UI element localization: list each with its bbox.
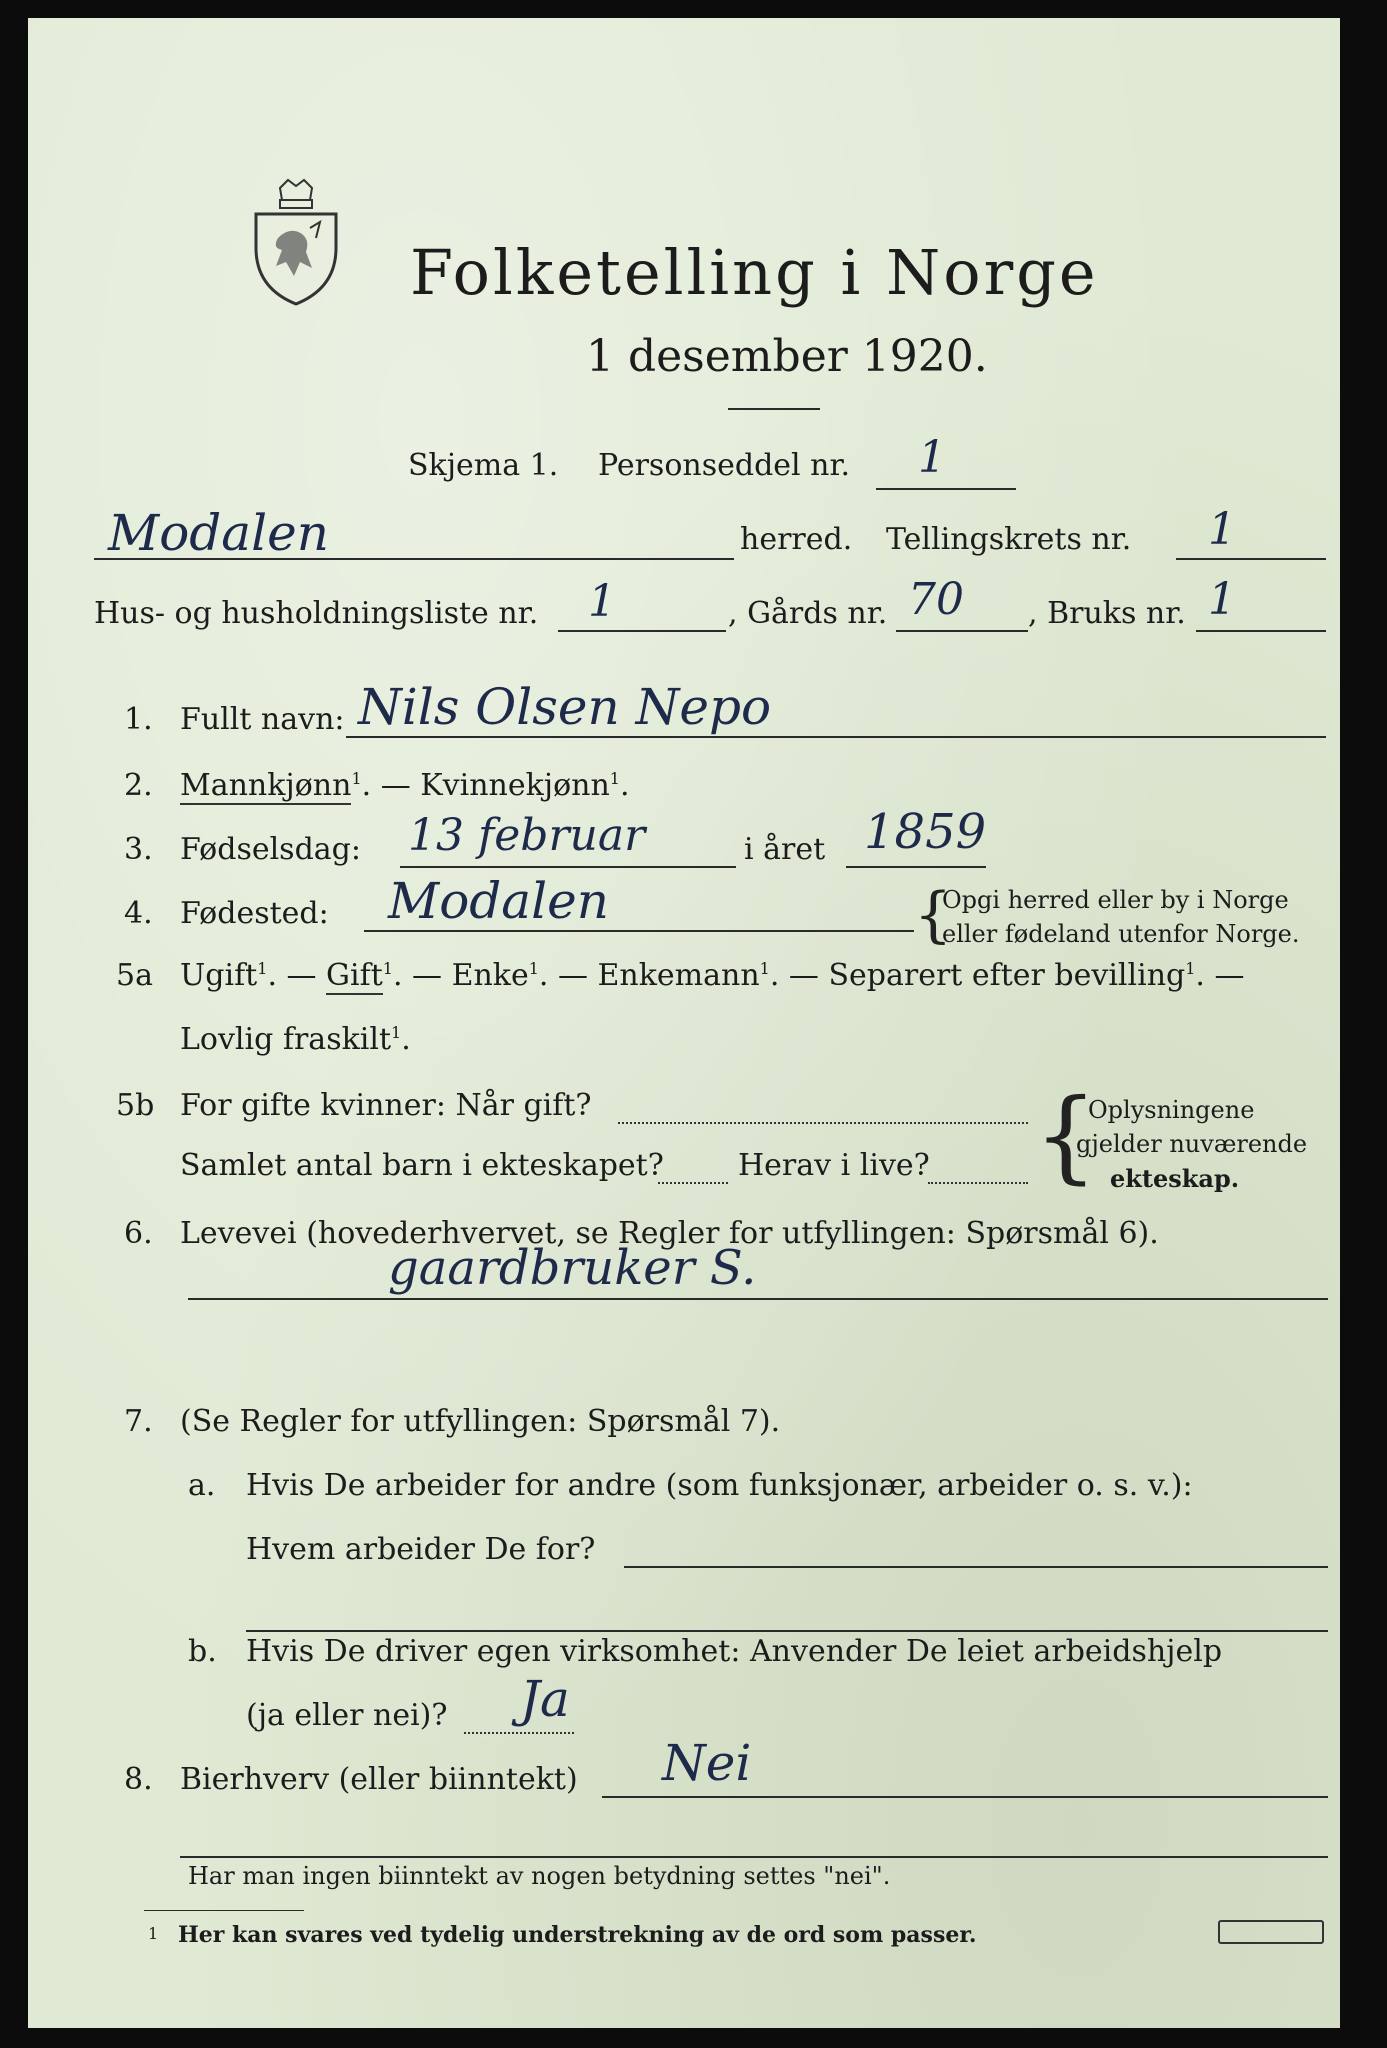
footnote-ref: 1: [528, 959, 539, 978]
footer-note: Har man ingen biinntekt av nogen betydning settes "nei".: [188, 1862, 891, 1890]
gards-line: [896, 630, 1028, 632]
birthplace-value[interactable]: Modalen: [388, 872, 609, 930]
separator: . —: [361, 768, 421, 803]
q8-label: Bierhverv (eller biinntekt): [180, 1762, 578, 1797]
husholdning-label: Hus- og husholdningsliste nr.: [94, 596, 539, 631]
census-form: [28, 18, 1340, 2028]
tellingskrets-value[interactable]: 1: [1208, 504, 1236, 555]
bruks-label: , Bruks nr.: [1028, 596, 1186, 631]
q1-line: [346, 736, 1326, 738]
birthday-value[interactable]: 13 februar: [408, 810, 646, 861]
q7b-label-1: Hvis De driver egen virksomhet: Anvender De leiet arbeidshjelp: [246, 1634, 1223, 1669]
children-alive-line[interactable]: [928, 1182, 1028, 1184]
footnote-mark: 1: [148, 1924, 159, 1943]
footnote-divider: [144, 1910, 304, 1911]
period: .: [619, 768, 630, 803]
q8-number: 8.: [124, 1762, 153, 1797]
employer-line[interactable]: [624, 1566, 1328, 1568]
status-fraskilt[interactable]: Lovlig fraskilt: [180, 1022, 392, 1057]
q5b-label-3: Herav i live?: [738, 1148, 930, 1183]
personseddel-line: [876, 488, 1016, 490]
printer-stamp: [1218, 1920, 1324, 1944]
q4-note-2: eller fødeland utenfor Norge.: [942, 920, 1300, 948]
q6-line: [188, 1298, 1328, 1300]
q5b-label-2: Samlet antal barn i ekteskapet?: [180, 1148, 664, 1183]
footnote-ref: 1: [391, 1023, 402, 1042]
full-name-value[interactable]: Nils Olsen Nepo: [358, 678, 772, 736]
divider: [728, 408, 820, 410]
brace: {: [1034, 1077, 1098, 1194]
year-label: i året: [744, 832, 826, 867]
q2-number: 2.: [124, 768, 153, 803]
q5b-note-1: Oplysningene: [1088, 1096, 1255, 1124]
q5b-note-3: ekteskap.: [1110, 1164, 1240, 1193]
q5b-number: 5b: [116, 1088, 155, 1123]
q4-number: 4.: [124, 896, 153, 931]
footnote-text: Her kan svares ved tydelig understrekning av de ord som passer.: [178, 1922, 977, 1948]
status-gift[interactable]: Gift: [326, 958, 383, 993]
gards-value[interactable]: 70: [908, 574, 964, 625]
footnote-ref: 1: [351, 769, 362, 788]
q4-label: Fødested:: [180, 896, 329, 931]
husholdning-value[interactable]: 1: [588, 576, 616, 627]
husholdning-line: [558, 630, 726, 632]
q8-line: [602, 1796, 1328, 1798]
hired-help-line: [464, 1732, 574, 1734]
footnote-ref: 1: [759, 959, 770, 978]
q1-label: Fullt navn:: [180, 702, 345, 737]
hired-help-value[interactable]: Ja: [520, 1670, 570, 1728]
tellingskrets-label: Tellingskrets nr.: [886, 522, 1132, 557]
q7-label: (Se Regler for utfyllingen: Spørsmål 7).: [180, 1404, 781, 1439]
q6-label: Levevei (hovederhvervet, se Regler for utfyllingen: Spørsmål 6).: [180, 1216, 1159, 1251]
bruks-value[interactable]: 1: [1208, 574, 1236, 625]
children-count-line[interactable]: [658, 1182, 728, 1184]
footnote-ref: 1: [257, 959, 268, 978]
status-enkemann[interactable]: Enkemann: [597, 958, 760, 993]
q7-number: 7.: [124, 1404, 153, 1439]
q4-note-1: Opgi herred eller by i Norge: [942, 886, 1289, 914]
birth-year-value[interactable]: 1859: [864, 804, 987, 860]
census-date: 1 desember 1920.: [586, 331, 988, 382]
q3-number: 3.: [124, 832, 153, 867]
brace: {: [914, 880, 953, 950]
personseddel-value[interactable]: 1: [918, 432, 946, 483]
status-ugift[interactable]: Ugift: [180, 958, 258, 993]
q7a-number: a.: [188, 1468, 216, 1503]
status-enke[interactable]: Enke: [451, 958, 529, 993]
bruks-line: [1196, 630, 1326, 632]
q8-line-2[interactable]: [180, 1856, 1328, 1858]
status-separert[interactable]: Separert efter bevilling: [828, 958, 1186, 993]
footnote-ref: 1: [1185, 959, 1196, 978]
footnote-ref: 1: [382, 959, 393, 978]
gender-female-option[interactable]: Kvinnekjønn: [420, 768, 610, 803]
herred-label: herred.: [740, 522, 853, 557]
coat-of-arms-icon: [250, 178, 342, 308]
q3-line: [400, 866, 736, 868]
gards-label: , Gårds nr.: [728, 596, 888, 631]
q5a-number: 5a: [116, 958, 153, 993]
schema-label: Skjema 1.: [408, 448, 559, 483]
status-fraskilt-row: Lovlig fraskilt$^1$.: [180, 1022, 411, 1057]
footnote-ref: 1: [609, 769, 620, 788]
married-when-line[interactable]: [618, 1122, 1028, 1124]
q6-number: 6.: [124, 1216, 153, 1251]
herred-value[interactable]: Modalen: [108, 504, 329, 562]
gender-options: [180, 768, 630, 803]
personseddel-label: Personseddel nr.: [598, 448, 851, 483]
employer-line-2[interactable]: [246, 1630, 1328, 1632]
side-income-value[interactable]: Nei: [662, 1734, 752, 1792]
occupation-value[interactable]: gaardbruker S.: [388, 1240, 757, 1296]
q5b-label-1: For gifte kvinner: Når gift?: [180, 1088, 592, 1123]
gender-male-option[interactable]: Mannkjønn: [180, 768, 352, 803]
marital-options: Ugift$^1$. — Gift$^1$. — Enke$^1$. — Enkemann$^1$. — Separert efter bevilling$^1$. —: [180, 958, 1245, 993]
form-title: Folketelling i Norge: [410, 236, 1099, 309]
q7a-label-1: Hvis De arbeider for andre (som funksjonær, arbeider o. s. v.):: [246, 1468, 1193, 1503]
year-line: [846, 866, 986, 868]
tellingskrets-line: [1176, 558, 1326, 560]
q7b-number: b.: [188, 1634, 217, 1669]
q1-number: 1.: [124, 702, 153, 737]
q7b-label-2: (ja eller nei)?: [246, 1698, 448, 1733]
q3-label: Fødselsdag:: [180, 832, 361, 867]
q5b-note-2: gjelder nuværende: [1076, 1130, 1308, 1158]
q4-line: [364, 930, 914, 932]
q7a-label-2: Hvem arbeider De for?: [246, 1532, 596, 1567]
